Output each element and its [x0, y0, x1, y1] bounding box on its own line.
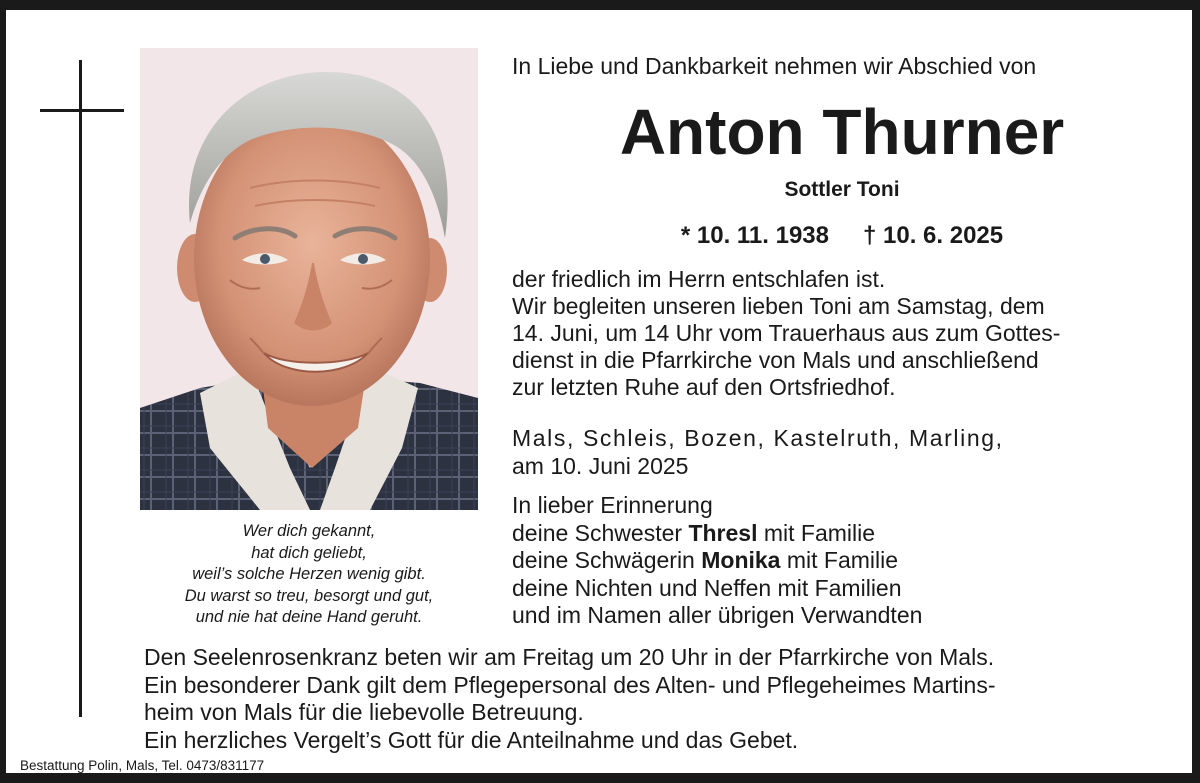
funeral-announcement: [512, 266, 1060, 401]
poem-line: hat dich geliebt,: [251, 543, 367, 562]
death-date: † 10. 6. 2025: [863, 222, 1004, 249]
poem-line: Wer dich gekannt,: [242, 522, 376, 540]
portrait-photo: [140, 48, 478, 510]
closing-line: heim von Mals für die liebevolle Betreuung.: [144, 699, 584, 725]
place-and-date: [512, 424, 1004, 480]
deceased-nickname: Sottler Toni: [784, 178, 900, 201]
deceased-name: Anton Thurner: [619, 96, 1065, 168]
mourner-suffix: mit Familie: [757, 519, 876, 546]
closing-line: Den Seelenrosenkranz beten wir am Freitag um 20 Uhr in der Pfarrkirche von Mals.: [144, 644, 995, 670]
mourners-heading: In lieber Erinnerung: [512, 492, 713, 518]
cross-vertical-bar: [79, 60, 82, 717]
birth-date: * 10. 11. 1938: [680, 222, 829, 249]
poem-line: Du warst so treu, besorgt und gut,: [184, 586, 434, 605]
poem-line: weil’s solche Herzen wenig gibt.: [192, 565, 426, 583]
mourner-line: deine Nichten und Neffen mit Familien: [512, 574, 902, 601]
announcement-line: Wir begleiten unseren lieben Toni am Samstag, dem: [512, 293, 1045, 319]
place-line: Mals, Schleis, Bozen, Kastelruth, Marling,: [512, 425, 1004, 451]
funeral-home-credit: Bestattung Polin, Mals, Tel. 0473/831177: [20, 758, 265, 773]
mourner-line: [512, 547, 922, 575]
cross-horizontal-bar: [40, 109, 124, 112]
memorial-poem: [140, 521, 478, 629]
closing-line: Ein besonderer Dank gilt dem Pflegepersonal des Alten- und Pflegeheimes Martins-: [144, 671, 996, 698]
intro-text: In Liebe und Dankbarkeit nehmen wir Abschied von: [512, 53, 1037, 79]
announcement-line: 14. Juni, um 14 Uhr vom Trauerhaus aus zum Gottes-: [512, 320, 1061, 346]
mourner-relation: deine Schwägerin: [512, 547, 702, 573]
obituary-card: [6, 10, 1192, 773]
mourner-relation: deine Schwester: [512, 519, 689, 546]
mourner-suffix: mit Familie: [780, 547, 899, 573]
poem-line: und nie hat deine Hand geruht.: [195, 608, 423, 626]
announcement-line: dienst in die Pfarrkirche von Mals und anschließend: [512, 347, 1039, 373]
date-line: am 10. Juni 2025: [512, 453, 689, 479]
life-dates: [494, 221, 1190, 251]
mourners-list: [512, 492, 922, 630]
closing-line: Ein herzliches Vergelt’s Gott für die Anteilnahme und das Gebet.: [144, 726, 799, 753]
mourner-name: Monika: [701, 547, 781, 573]
announcement-line: zur letzten Ruhe auf den Ortsfriedhof.: [512, 374, 896, 400]
mourner-line: und im Namen aller übrigen Verwandten: [512, 602, 923, 628]
mourner-name: Thresl: [688, 519, 758, 546]
mourner-line: [512, 520, 922, 548]
closing-notes: [144, 644, 995, 754]
announcement-line: der friedlich im Herrn entschlafen ist.: [512, 266, 886, 292]
